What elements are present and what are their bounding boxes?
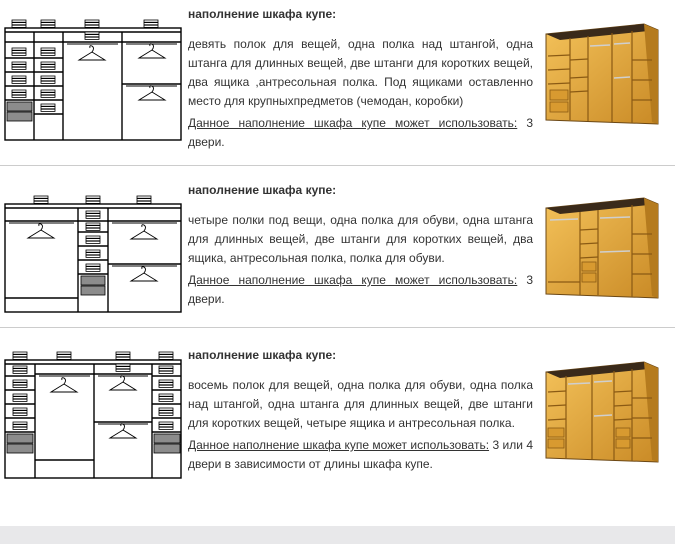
wardrobe-scheme-2	[4, 194, 182, 320]
wardrobe-photo-2	[540, 194, 662, 302]
usage-value: 3 двери.	[188, 116, 533, 149]
option-description: четыре полки под вещи, одна полка для обуви, одна штанга для длинных вещей, две штанги для коротких вещей, два ящика, антресольная полка, полка для обуви.	[188, 213, 533, 265]
wardrobe-scheme-3	[4, 350, 182, 480]
option-usage	[188, 114, 533, 152]
wardrobe-photo-1	[540, 20, 662, 130]
option-text-3	[188, 346, 533, 474]
usage-link[interactable]: Данное наполнение шкафа купе может использовать:	[188, 438, 490, 452]
option-text-1	[188, 5, 533, 152]
wardrobe-option-2	[0, 166, 675, 327]
option-heading: наполнение шкафа купе:	[188, 7, 337, 21]
usage-link[interactable]: Данное наполнение шкафа купе может использовать:	[188, 273, 518, 287]
wardrobe-option-1	[0, 0, 675, 165]
usage-link[interactable]: Данное наполнение шкафа купе может использовать:	[188, 116, 518, 130]
option-heading: наполнение шкафа купе:	[188, 348, 337, 362]
option-usage	[188, 271, 533, 309]
option-usage	[188, 436, 533, 474]
footer-strip	[0, 526, 675, 544]
option-description: восемь полок для вещей, одна полка для обуви, одна полка над штангой, одна штанга для длинных вещей, две штанги для коротких вещей, четыре ящика и антресольная полка.	[188, 378, 533, 430]
wardrobe-option-3	[0, 328, 675, 524]
usage-value: 3 или 4 двери в зависимости от длины шкафа купе.	[188, 438, 533, 471]
option-description: девять полок для вещей, одна полка над штангой, одна штанга для длинных вещей, две штанги для коротких вещей, два ящика ,антресольная полка. Под ящиками оставленно место для крупныхпредметов (чемодан, коробки)	[188, 37, 533, 108]
wardrobe-photo-3	[540, 358, 662, 466]
wardrobe-scheme-1	[4, 14, 182, 142]
option-heading: наполнение шкафа купе:	[188, 183, 337, 197]
option-text-2	[188, 181, 533, 309]
usage-value: 3 двери.	[188, 273, 533, 306]
